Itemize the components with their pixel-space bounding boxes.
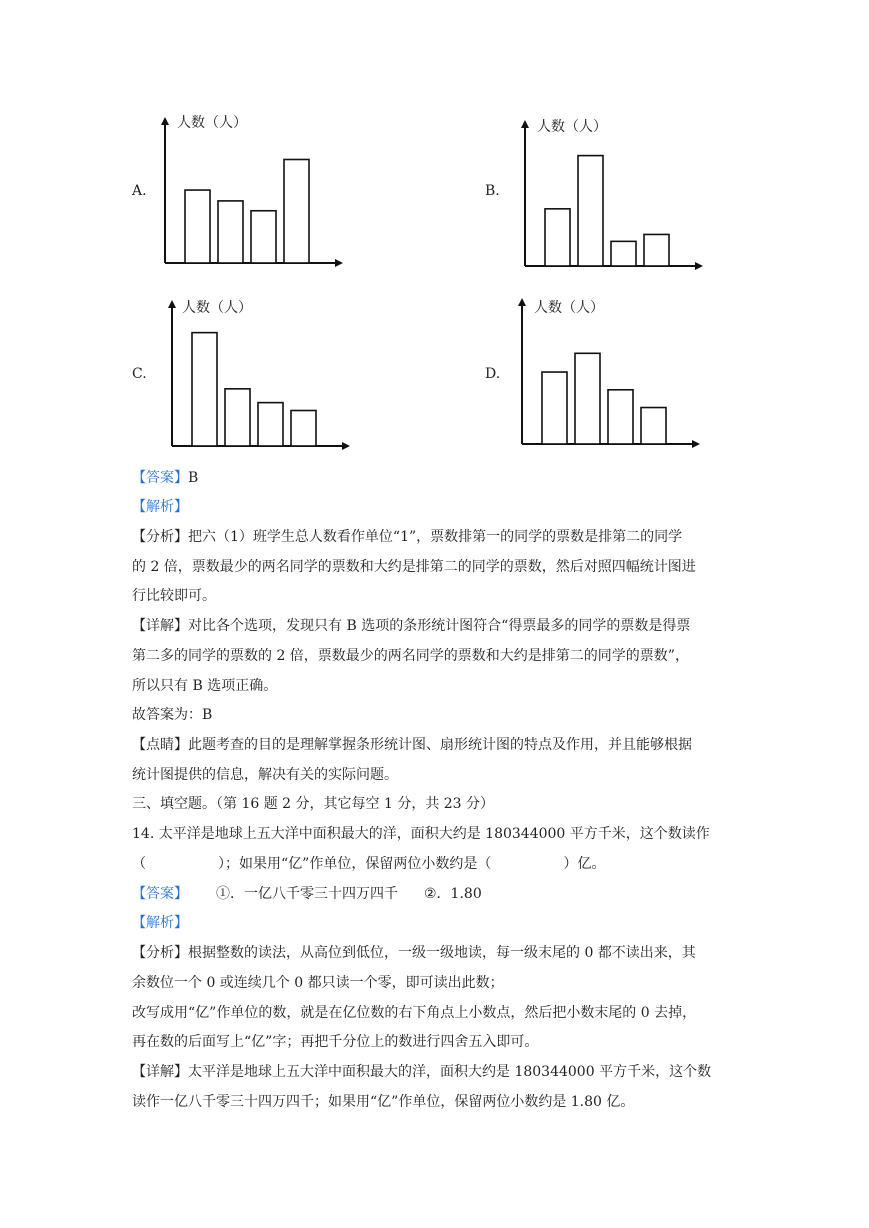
chart-a-ylabel: 人数（人）	[177, 115, 247, 131]
chart-c-ylabel: 人数（人）	[182, 300, 252, 316]
chart-b-bar-2	[578, 156, 603, 266]
fenxi-text: 把六（1）班学生总人数看作单位“1”，票数排第一的同学的票数是排第二的同学	[188, 529, 683, 545]
chart-c-y-arrow	[168, 300, 176, 308]
xiangjie-tag: 【详解】	[132, 618, 188, 634]
q14-fenxi-line-1	[132, 943, 696, 963]
chart-c-bar-2	[225, 389, 250, 446]
answer-tag: 【答案】	[132, 886, 188, 902]
dianjing-tag: 【点睛】	[132, 737, 188, 753]
q13-xiangjie-line-2: 第二多的同学的票数的 2 倍，票数最少的两名同学的票数和大约是排第二的同学的票数”，	[132, 648, 689, 664]
xiangjie-tag: 【详解】	[132, 1064, 188, 1080]
q13-answer	[132, 468, 198, 488]
chart-c-x-arrow	[342, 442, 350, 450]
chart-a-svg	[155, 115, 350, 270]
q13-dianjing-line-1	[132, 735, 692, 755]
fenxi-tag: 【分析】	[132, 529, 188, 545]
chart-d-bar-4	[641, 408, 666, 444]
q14-fenxi-line-2: 余数位一个 0 或连续几个 0 都只读一个零，即可读出此数；	[132, 975, 504, 991]
answer-value: B	[188, 470, 199, 486]
q14-answer	[132, 884, 482, 904]
q13-jiexi	[132, 497, 188, 517]
fenxi-text: 根据整数的读法，从高位到低位，一级一级地读，每一级末尾的 0 都不读出来，其	[188, 945, 696, 961]
blank-2-close-text: ）亿。	[563, 856, 606, 872]
chart-b-bar-1	[545, 209, 570, 266]
chart-b-bar-4	[644, 234, 669, 266]
chart-d-bar-3	[608, 390, 633, 444]
chart-b-bar-3	[611, 241, 636, 266]
q14-fenxi-line-3: 改写成用“亿”作单位的数，就是在亿位数的右下角点上小数点，然后把小数末尾的 0 去掉，	[132, 1005, 697, 1021]
chart-d-bar-2	[575, 353, 600, 444]
chart-a-bar-1	[185, 190, 210, 263]
fenxi-tag: 【分析】	[132, 945, 188, 961]
chart-a-bar-4	[284, 160, 309, 264]
chart-c-bar-1	[192, 333, 217, 446]
chart-c	[162, 298, 357, 453]
q13-fenxi-line-2: 的 2 倍，票数最少的两名同学的票数和大约是排第二的同学的票数，然后对照四幅统计图进	[132, 559, 696, 575]
jiexi-tag: 【解析】	[132, 915, 188, 931]
chart-a-x-arrow	[335, 259, 343, 267]
chart-c-svg	[162, 298, 357, 453]
chart-d-bar-1	[542, 372, 567, 444]
dianjing-text: 此题考查的目的是理解掌握条形统计图、扇形统计图的特点及作用，并且能够根据	[188, 737, 692, 753]
option-label-d: D.	[485, 366, 501, 382]
answer-tag: 【答案】	[132, 470, 188, 486]
chart-c-bar-4	[291, 411, 316, 446]
q13-xiangjie-line-1	[132, 616, 690, 636]
chart-b-y-arrow	[521, 120, 529, 128]
chart-a-y-arrow	[161, 117, 169, 125]
chart-d	[512, 296, 707, 451]
chart-b-svg	[515, 118, 710, 273]
q14-fenxi-line-4: 再在数的后面写上“亿”字；再把千分位上的数进行四舍五入即可。	[132, 1034, 539, 1050]
q14-jiexi	[132, 913, 188, 933]
chart-a	[155, 115, 350, 270]
xiangjie-text: 太平洋是地球上五大洋中面积最大的洋，面积大约是 180344000 平方千米，这个数	[188, 1064, 712, 1080]
chart-a-bar-2	[218, 201, 243, 263]
q14-xiangjie-line-2: 读作一亿八千零三十四万四千；如果用“亿”作单位，保留两位小数约是 1.80 亿。	[132, 1094, 635, 1110]
option-label-a: A.	[132, 183, 147, 199]
blank-1-close-text: ）；如果用“亿”作单位，保留两位小数约是（	[218, 856, 492, 872]
chart-b	[515, 118, 710, 273]
chart-d-y-arrow	[518, 298, 526, 306]
jiexi-tag: 【解析】	[132, 499, 188, 515]
q13-fenxi-line-3: 行比较即可。	[132, 588, 216, 604]
option-label-b: B.	[485, 183, 500, 199]
chart-d-ylabel: 人数（人）	[534, 300, 604, 316]
q13-dianjing-line-2: 统计图提供的信息，解决有关的实际问题。	[132, 767, 398, 783]
chart-d-svg	[512, 296, 707, 451]
q14-stem-line-2	[132, 854, 605, 874]
chart-d-x-arrow	[692, 440, 700, 448]
answer-2: ②．1.80	[424, 886, 482, 902]
chart-b-ylabel: 人数（人）	[537, 119, 607, 135]
chart-a-bar-3	[251, 211, 276, 263]
section-3-heading: 三、填空题。（第 16 题 2 分，其它每空 1 分，共 23 分）	[132, 796, 495, 812]
q13-final-answer: 故答案为：B	[132, 707, 213, 723]
option-label-c: C.	[132, 366, 147, 382]
blank-1-open: （	[132, 856, 146, 872]
chart-c-bar-3	[258, 403, 283, 446]
chart-b-x-arrow	[695, 262, 703, 270]
q14-stem-line-1: 14. 太平洋是地球上五大洋中面积最大的洋，面积大约是 180344000 平方千米，这个数读作	[132, 826, 710, 842]
q14-xiangjie-line-1	[132, 1062, 711, 1082]
answer-1: ①．一亿八千零三十四万四千	[216, 886, 398, 902]
q13-xiangjie-line-3: 所以只有 B 选项正确。	[132, 678, 278, 694]
xiangjie-text: 对比各个选项，发现只有 B 选项的条形统计图符合“得票最多的同学的票数是得票	[188, 618, 691, 634]
q13-fenxi-line-1	[132, 527, 682, 547]
